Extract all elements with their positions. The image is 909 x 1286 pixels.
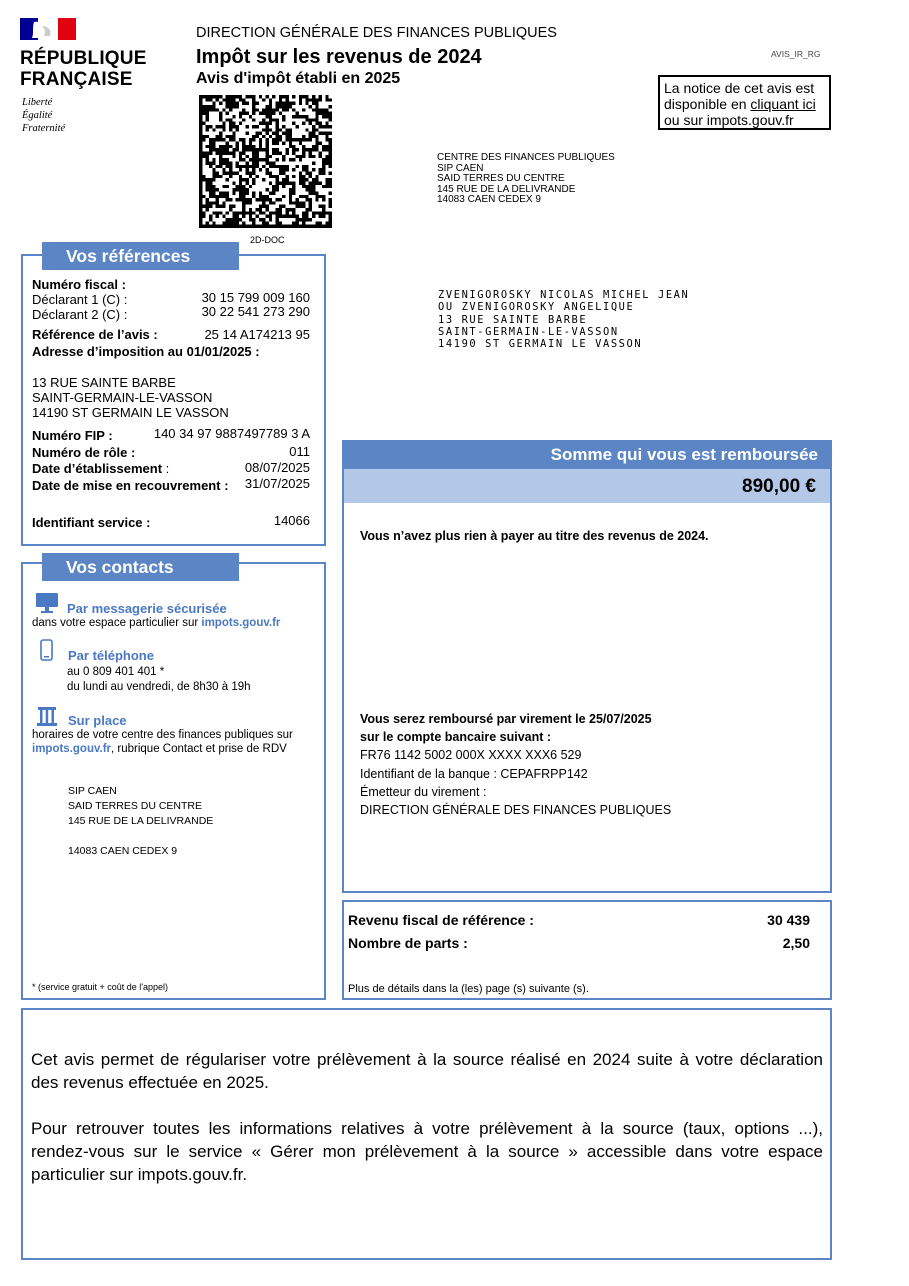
rfr-panel [342,900,832,1000]
references-tab: Vos références [42,242,239,270]
marianne-logo-icon [20,18,76,40]
2d-doc-barcode-icon [199,95,332,228]
notice-box [658,75,831,130]
recouvrement-value: 31/07/2025 [244,476,310,491]
rfr-value: 30 439 [767,912,810,928]
notice-link[interactable]: cliquant ici [750,96,816,112]
page-title: Impôt sur les revenus de 2024 [196,46,482,68]
numero-fiscal-label: Numéro fiscal : [32,277,126,292]
etablissement-value: 08/07/2025 [244,460,310,475]
virement-line-1: Vous serez remboursé par virement le 25/07/2025 [360,712,652,726]
ref-avis-value: 25 14 A174213 95 [204,327,310,342]
nothing-to-pay-text: Vous n’avez plus rien à payer au titre des revenus de 2024. [360,529,709,543]
service-value: 14066 [273,513,310,528]
telephone-number[interactable]: au 0 809 401 401 * [67,666,165,678]
declarant2-value: 30 22 541 273 290 [201,304,310,319]
parts-value: 2,50 [782,935,810,951]
recipient-address: ZVENIGOROSKY NICOLAS MICHEL JEAN OU ZVENIGOROSKY ANGELIQUE 13 RUE SAINTE BARBE SAINT-GERMAIN-LE-VASSON 14190 ST GERMAIN LE VASSON [438,289,690,351]
virement-line-2: sur le compte bancaire suivant : [360,730,552,744]
republique-francaise-logo [20,18,155,138]
rfr-label: Revenu fiscal de référence : [348,912,534,928]
declarant1-value: 30 15 799 009 160 [201,290,310,305]
notice-line: ou sur impots.gouv.fr [664,112,794,128]
parts-label: Nombre de parts : [348,935,468,951]
declarant2-label: Déclarant 2 (C) : [32,307,128,322]
adresse-line: 13 RUE SAINTE BARBE [32,375,176,390]
motto: Liberté Égalité Fraternité [22,97,66,134]
recouvrement-label: Date de mise en recouvrement : [32,478,229,493]
2d-doc-label: 2D-DOC [250,235,285,245]
role-value: 011 [289,444,310,459]
telephone-title: Par téléphone [68,648,154,663]
refund-panel [342,503,832,893]
info-paragraph-2: Pour retrouver toutes les informations relatives à votre prélèvement à la source (taux, options ...), rendez-vous sur le service « Gérer mon prélèvement à la source » accessible dans votre espace particulier sur impots.gouv.fr. [31,1119,823,1184]
document-code: AVIS_IR_RG [771,49,821,59]
ref-avis-label: Référence de l’avis : [32,327,158,342]
etablissement-label: Date d’établissement : [32,461,170,476]
contacts-panel [21,562,326,1000]
adresse-line: 14190 ST GERMAIN LE VASSON [32,405,229,420]
telephone-hours: du lundi au vendredi, de 8h30 à 19h [67,681,251,693]
emetteur-label: Émetteur du virement : [360,785,487,799]
refund-header: Somme qui vous est remboursée [342,440,832,469]
impots-link[interactable]: impots.gouv.fr [32,743,112,755]
footnote: * (service gratuit + coût de l'appel) [32,982,169,992]
sur-place-text: horaires de votre centre des finances publiques sur [32,729,293,741]
contacts-tab: Vos contacts [42,553,239,581]
adresse-line: SAINT-GERMAIN-LE-VASSON [32,390,213,405]
iban: FR76 1142 5002 000X XXXX XXX6 529 [360,748,582,762]
republique-francaise-title: RÉPUBLIQUE FRANÇAISE [20,48,147,90]
role-label: Numéro de rôle : [32,445,136,460]
emetteur-value: DIRECTION GÉNÉRALE DES FINANCES PUBLIQUES [360,803,672,817]
impots-link[interactable]: impots.gouv.fr [201,617,281,629]
notice-line: La notice de cet avis est [664,80,815,96]
declarant1-label: Déclarant 1 (C) : [32,292,128,307]
computer-icon [35,592,59,614]
building-icon [36,705,58,727]
sur-place-text-2: impots.gouv.fr, rubrique Contact et prise de RDV [32,743,287,755]
messagerie-text: dans votre espace particulier sur impots.gouv.fr [32,617,281,629]
centre-address: CENTRE DES FINANCES PUBLIQUES SIP CAEN SAID TERRES DU CENTRE 145 RUE DE LA DELIVRANDE 14083 CAEN CEDEX 9 [437,152,615,205]
bank-id: Identifiant de la banque : CEPAFRPP142 [360,767,588,781]
notice-line: disponible en cliquant ici [664,96,816,112]
refund-amount: 890,00 € [342,469,832,503]
phone-icon [40,639,53,661]
contact-address: SIP CAEN SAID TERRES DU CENTRE 145 RUE DE LA DELIVRANDE 14083 CAEN CEDEX 9 [68,785,214,857]
page-subtitle: Avis d'impôt établi en 2025 [196,70,401,87]
adresse-imposition-label: Adresse d’imposition au 01/01/2025 : [32,344,260,359]
details-note: Plus de détails dans la (les) page (s) suivante (s). [348,983,589,995]
info-panel [21,1008,832,1260]
sur-place-title: Sur place [68,713,127,728]
direction-label: DIRECTION GÉNÉRALE DES FINANCES PUBLIQUES [196,25,557,41]
messagerie-title: Par messagerie sécurisée [67,601,227,616]
fip-label: Numéro FIP : [32,428,113,443]
service-label: Identifiant service : [32,515,151,530]
references-panel [21,254,326,546]
info-paragraph-1: Cet avis permet de régulariser votre prélèvement à la source réalisé en 2024 suite à votre déclaration des revenus effectuée en 2025. [31,1050,823,1092]
fip-value: 140 34 97 9887497789 3 A [153,426,310,441]
